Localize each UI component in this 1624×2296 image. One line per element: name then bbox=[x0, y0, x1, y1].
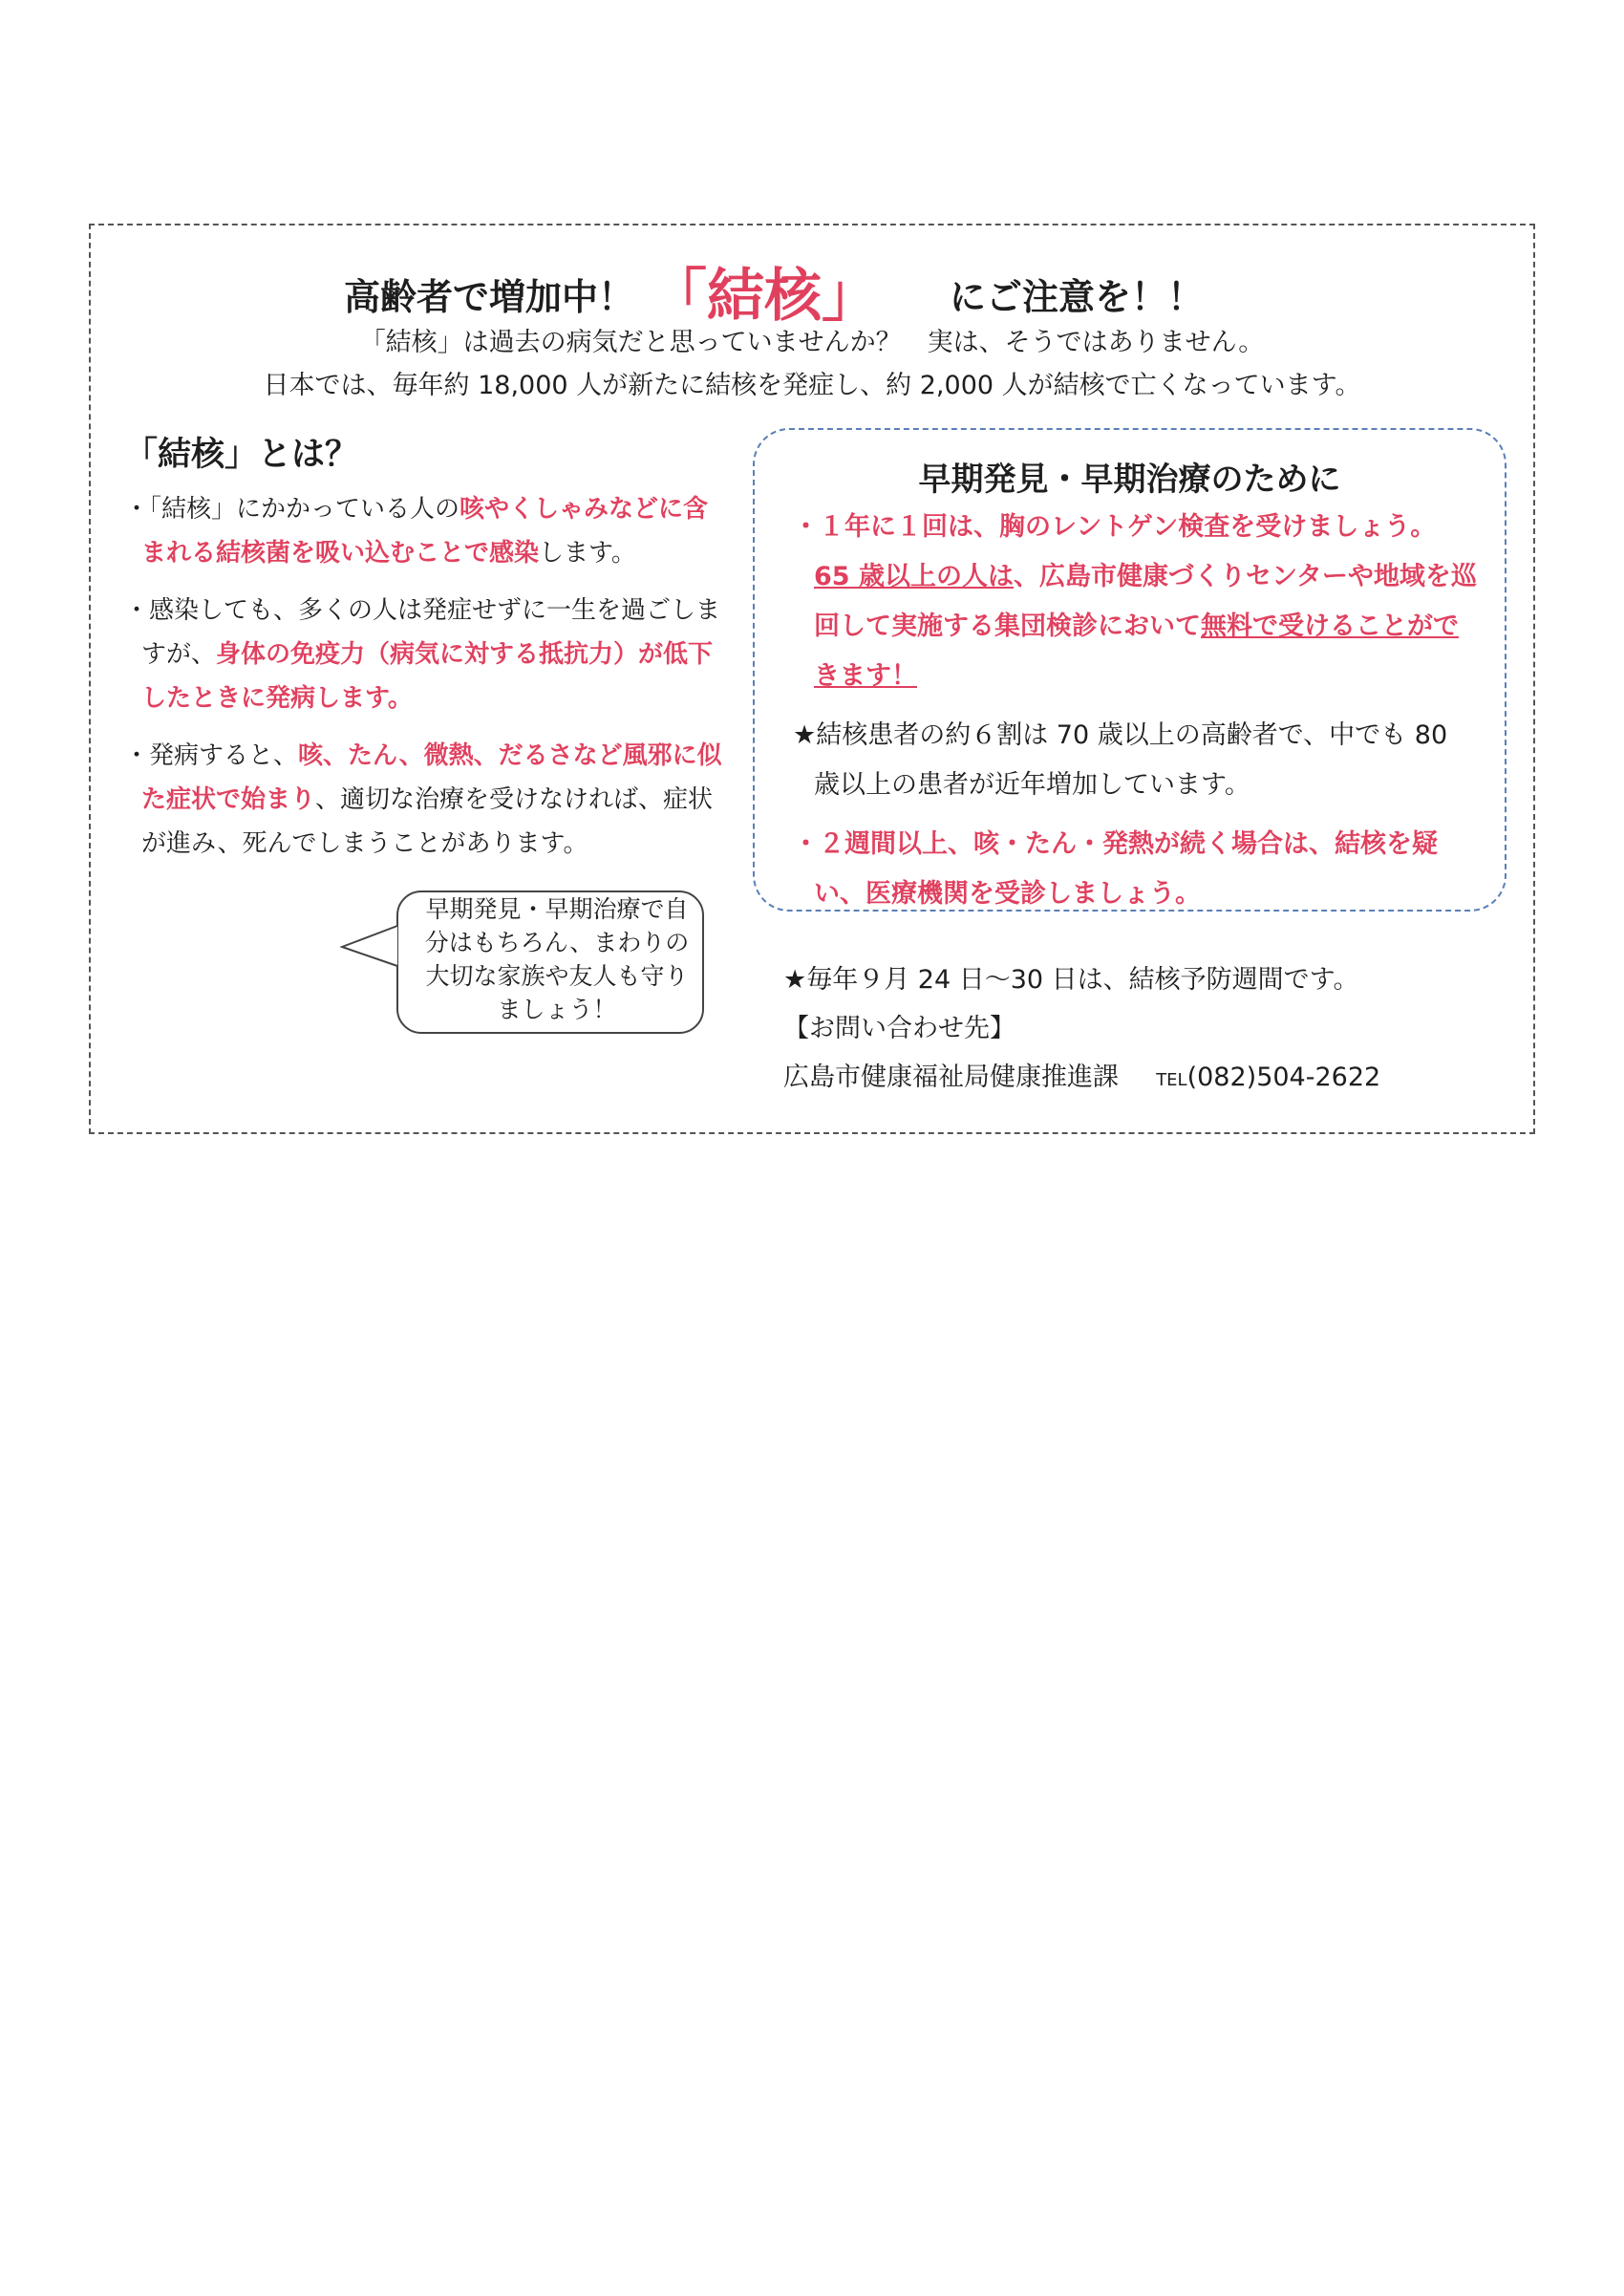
contact-info bbox=[783, 955, 1380, 1105]
intro-line-1: 「結核」は過去の病気だと思っていませんか？ 実は、そうではありません。 bbox=[359, 328, 1265, 357]
title-part2: 「結核」 bbox=[650, 263, 879, 330]
left-bullets bbox=[124, 487, 726, 879]
contact-label: 【お問い合わせ先】 bbox=[783, 1014, 1015, 1043]
xray-advice: ・１年に１回は、胸のレントゲン検査を受けましょう。 65 歳以上の人は、広島市健康づくりセンターや地域を巡回して実施する集団検診において無料で受けることができます！ bbox=[793, 512, 1477, 691]
intro-line-2: 日本では、毎年約 18,000 人が新たに結核を発症し、約 2,000 人が結核で亡くなっています。 bbox=[263, 371, 1361, 400]
speech-bubble-tail bbox=[340, 922, 401, 970]
bullet-onset: ・感染しても、多くの人は発症せずに一生を過ごしますが、身体の免疫力（病気に対する抵抗力）が低下したときに発病します。 bbox=[124, 596, 721, 713]
bullet-symptoms: ・発病すると、咳、たん、微熱、だるさなど風邪に似た症状で始まり、適切な治療を受けなければ、症状が進み、死んでしまうことがあります。 bbox=[124, 741, 722, 858]
tel-label: TEL bbox=[1156, 1070, 1187, 1090]
symptom-advice: ・２週間以上、咳・たん・発熱が続く場合は、結核を疑い、医療機関を受診しましょう。 bbox=[793, 829, 1438, 909]
title-part1: 高齢者で増加中！ bbox=[344, 276, 635, 318]
speech-bubble-text: 早期発見・早期治療で自分はもちろん、まわりの大切な家族や友人も守りましょう！ bbox=[424, 895, 690, 1023]
title-part3: にご注意を！！ bbox=[950, 276, 1205, 318]
bullet-infection: ・「結核」にかかっている人の咳やくしゃみなどに含まれる結核菌を吸い込むことで感染します。 bbox=[124, 495, 709, 568]
elderly-statistic: ★結核患者の約６割は 70 歳以上の高齢者で、中でも 80 歳以上の患者が近年増加しています。 bbox=[793, 720, 1448, 800]
early-detection-heading: 早期発見・早期治療のために bbox=[918, 461, 1341, 499]
page-title bbox=[0, 260, 1624, 330]
contact-line bbox=[783, 1053, 1380, 1105]
prevention-week: ★毎年９月 24 日～30 日は、結核予防週間です。 bbox=[783, 965, 1359, 995]
left-heading: 「結核」とは？ bbox=[124, 436, 359, 474]
tel-number: (082)504-2622 bbox=[1186, 1062, 1381, 1092]
early-detection-body bbox=[793, 503, 1481, 929]
contact-office: 広島市健康福祉局健康推進課 bbox=[783, 1062, 1119, 1092]
